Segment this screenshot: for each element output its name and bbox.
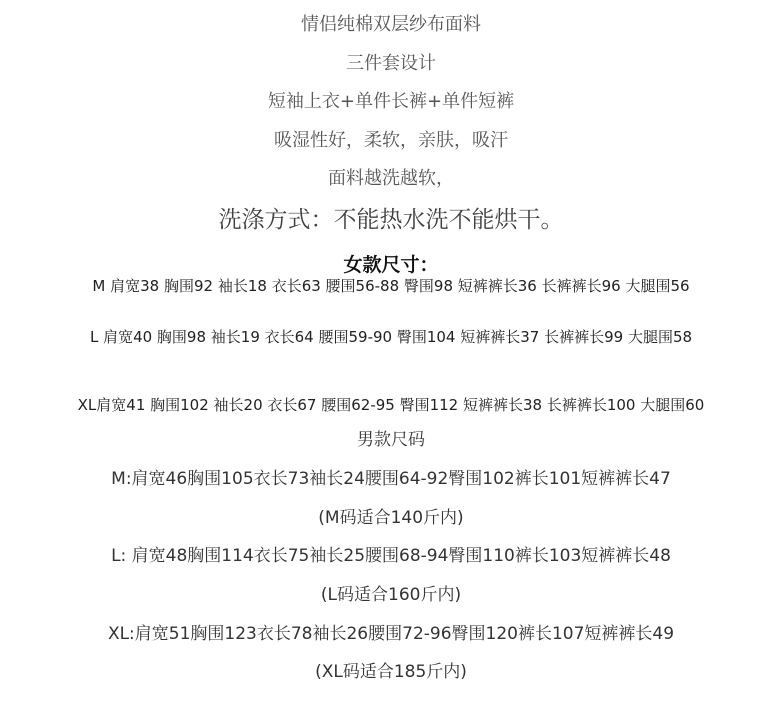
women-size-title: 女款尺寸： — [343, 254, 439, 276]
men-size-xl: XL:肩宽51胸围123衣长78袖长26腰围72-96臀围120裤长107短裤裤长49 — [107, 624, 675, 644]
softer-text: 面料越洗越软， — [328, 168, 454, 189]
men-size-m: M:肩宽46胸围105衣长73袖长24腰围64-92臀围102裤长101短裤裤长47 — [111, 469, 671, 489]
items-text: 短袖上衣+单件长裤+单件短裤 — [267, 91, 515, 112]
men-size-xl-note: (XL码适合185斤内) — [315, 662, 467, 682]
women-size-m: M 肩宽38 胸围92 袖长18 衣长63 腰围56-88 臀围98 短裤裤长36 长裤裤长96 大腿围56 — [92, 277, 690, 295]
men-size-l-note: (L码适合160斤内) — [320, 585, 462, 605]
women-size-l: L 肩宽40 胸围98 袖长19 衣长64 腰围59-90 臀围104 短裤裤长37 长裤裤长99 大腿围58 — [89, 328, 693, 346]
men-size-m-note: (M码适合140斤内) — [318, 508, 464, 528]
women-size-xl: XL肩宽41 胸围102 袖长20 衣长67 腰围62-95 臀围112 短裤裤长38 长裤裤长100 大腿围60 — [77, 396, 705, 414]
men-size-title: 男款尺码 — [357, 430, 425, 450]
washing-instructions: 洗涤方式：不能热水洗不能烘干。 — [218, 207, 564, 233]
set-design-text: 三件套设计 — [346, 53, 436, 74]
properties-text: 吸湿性好，柔软，亲肤，吸汗 — [274, 130, 508, 151]
men-size-l: L: 肩宽48胸围114衣长75袖长25腰围68-94臀围110裤长103短裤裤长48 — [111, 546, 671, 566]
fabric-text: 情侣纯棉双层纱布面料 — [301, 14, 481, 35]
